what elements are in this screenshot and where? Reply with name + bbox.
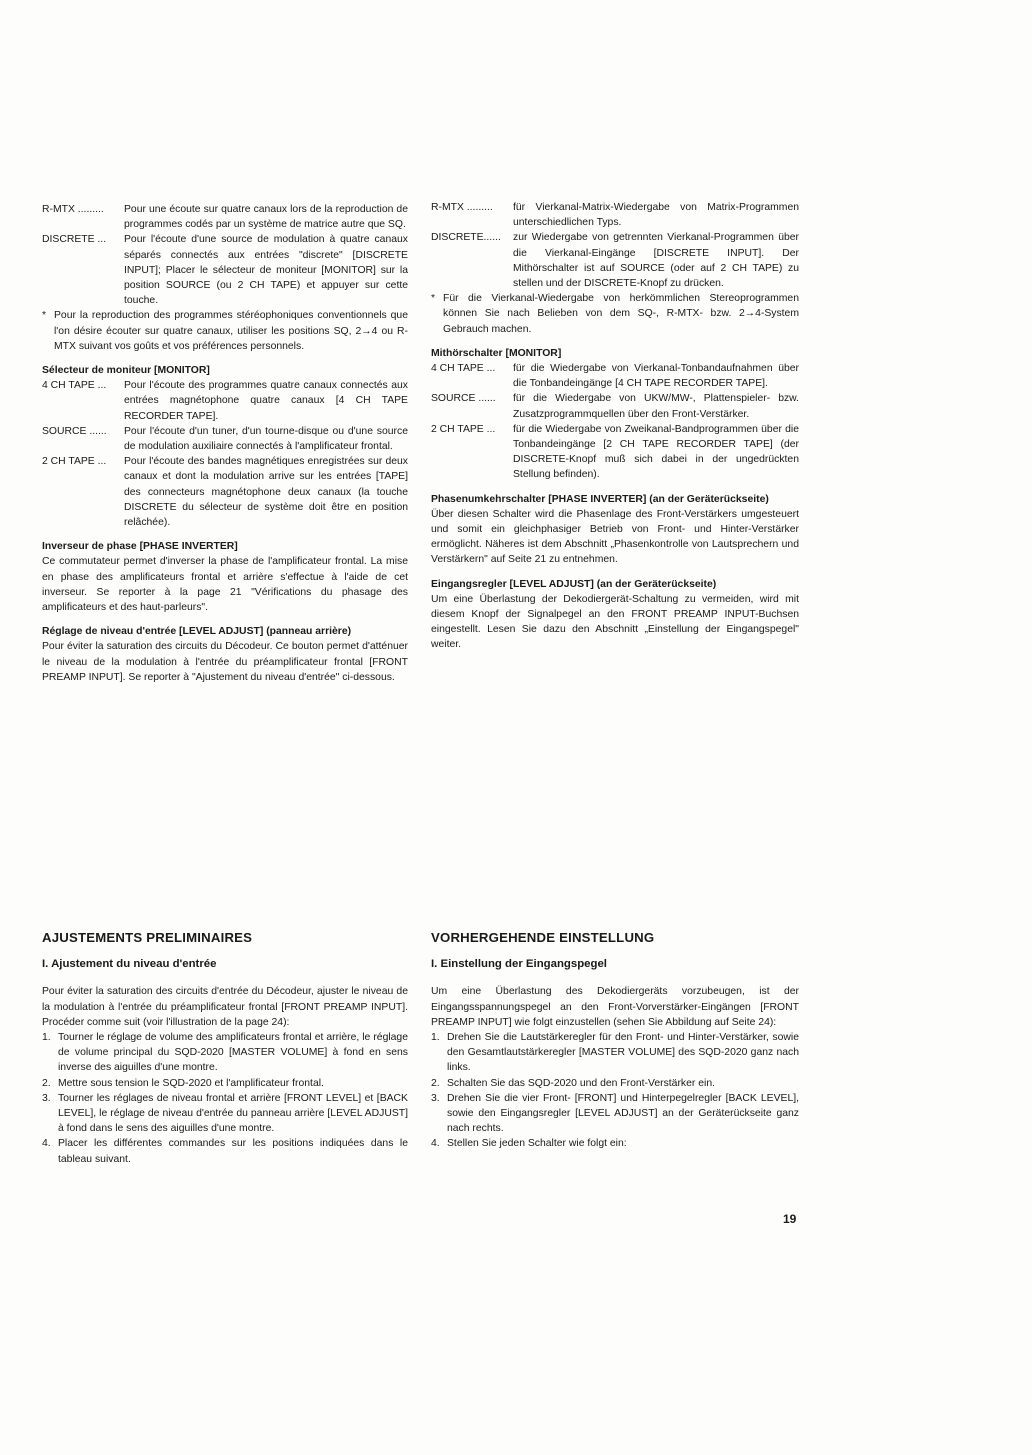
definition-term: 4 CH TAPE ... (431, 363, 496, 375)
subsection-title: I. Ajustement du niveau d'entrée (42, 958, 217, 971)
definition-row (431, 230, 799, 291)
step-text: Drehen Sie die vier Front- [FRONT] und Hinterpegelregler [BACK LEVEL], sowie den Eingangsregler [LEVEL ADJUST] an der Geräterückseite ganz nach rechts. (447, 1092, 799, 1135)
definition-text: Pour une écoute sur quatre canaux lors de la reproduction de programmes codés par un système de matrice autre que SQ. (124, 204, 408, 231)
asterisk-icon: * (431, 293, 436, 305)
list-item (431, 1136, 799, 1151)
step-text: Mettre sous tension le SQD-2020 et l'amplificateur frontal. (58, 1077, 324, 1089)
list-item (431, 1076, 799, 1091)
definition-term: SOURCE ...... (431, 393, 496, 405)
intro-text: Um eine Überlastung des Dekodiergeräts vorzubeugen, ist der Eingangsspannungspegel an den Front-Vorverstärker-Eingängen [FRONT PREAMP INPUT] wie folgt einzustellen (sehen Sie Abbildung auf Seite 24): (431, 986, 799, 1028)
level-heading: Eingangsregler [LEVEL ADJUST] (an der Geräterückseite) (431, 578, 717, 590)
definition-term: DISCRETE...... (431, 232, 501, 244)
definition-term: SOURCE ...... (42, 425, 107, 437)
list-item (431, 1030, 799, 1076)
definition-row (42, 424, 408, 454)
asterisk-icon: * (42, 310, 47, 322)
note (431, 291, 799, 337)
monitor-heading: Sélecteur de moniteur [MONITOR] (42, 365, 210, 377)
definition-row (42, 202, 408, 232)
section-title: VORHERGEHENDE EINSTELLUNG (431, 930, 655, 945)
step-text: Tourner les réglages de niveau frontal et arrière [FRONT LEVEL] et [BACK LEVEL], le réglage de niveau d'entrée du panneau arrière [LEVEL ADJUST] à fond dans le sens des aiguilles d'une montre. (58, 1092, 408, 1135)
definition-text: zur Wiedergabe von getrennten Vierkanal-Programmen über die Vierkanal-Eingänge [DISCRETE INPUT]. Der Mithörschalter ist auf SOURCE (oder auf 2 CH TAPE) zu stellen und der DISCRETE-Knopf zu drücken. (513, 232, 799, 290)
steps-list (431, 1030, 799, 1152)
note-text: Für die Vierkanal-Wiedergabe von herkömmlichen Stereoprogrammen können Sie nach Belieben von dem SQ-, R-MTX- bzw. 2→4-System Gebrauch machen. (443, 293, 799, 335)
step-number: 4. (431, 1138, 440, 1150)
steps-list (42, 1030, 408, 1167)
french-preliminary-adjustments (42, 930, 408, 1167)
german-function-descriptions (431, 200, 799, 653)
definition-term: 2 CH TAPE ... (42, 456, 107, 468)
section-title: AJUSTEMENTS PRELIMINAIRES (42, 930, 253, 945)
note (42, 308, 408, 354)
definition-term: 2 CH TAPE ... (431, 423, 496, 435)
list-item (42, 1091, 408, 1137)
level-text: Pour éviter la saturation des circuits du Décodeur. Ce bouton permet d'atténuer le niveau de la modulation à l'entrée du préamplificateur frontal [FRONT PREAMP INPUT]. Se reporter à "Ajustement du niveau d'entrée" ci-dessous. (42, 641, 408, 683)
level-text: Um eine Überlastung der Dekodiergerät-Schaltung zu vermeiden, wird mit diesem Knopf der Signalpegel an den FRONT PREAMP INPUT-Buchsen eingestellt. Lesen Sie dazu den Abschnitt „Einstellung der Eingangspegel" weiter. (431, 593, 799, 651)
list-item (42, 1030, 408, 1076)
step-number: 3. (42, 1092, 51, 1104)
definition-text: für Vierkanal-Matrix-Wiedergabe von Matrix-Programmen unterschiedlichen Typs. (513, 202, 799, 229)
step-text: Placer les différentes commandes sur les positions indiquées dans le tableau suivant. (58, 1138, 408, 1165)
definition-row (431, 422, 799, 483)
definition-text: Pour l'écoute d'un tuner, d'un tourne-disque ou d'une source de modulation auxiliaire connectés à l'amplificateur frontal. (124, 425, 408, 453)
definition-row (431, 391, 799, 421)
level-heading: Réglage de niveau d'entrée [LEVEL ADJUST] (panneau arrière) (42, 626, 352, 638)
step-number: 4. (42, 1138, 51, 1150)
definition-row (42, 232, 408, 308)
step-text: Tourner le réglage de volume des amplificateurs frontal et arrière, le réglage de volume principal du SQD-2020 [MASTER VOLUME] à fond en sens inverse des aiguilles d'une montre. (58, 1032, 408, 1074)
phase-heading: Phasenumkehrschalter [PHASE INVERTER] (an der Geräterückseite) (431, 493, 769, 505)
definition-row (431, 361, 799, 391)
definition-text: für die Wiedergabe von Zweikanal-Bandprogrammen über die Tonbandeingänge [2 CH TAPE RECORDER TAPE] (der DISCRETE-Knopf muß sich dabei in der ungedrückten Stellung befinden). (513, 423, 799, 481)
definition-term: 4 CH TAPE ... (42, 380, 107, 392)
step-number: 2. (431, 1077, 440, 1089)
definition-text: für die Wiedergabe von UKW/MW-, Plattenspieler- bzw. Zusatzprogrammquellen über den Front-Verstärker. (513, 393, 799, 420)
monitor-heading: Mithörschalter [MONITOR] (431, 347, 562, 359)
step-text: Stellen Sie jeden Schalter wie folgt ein: (447, 1138, 627, 1150)
step-number: 3. (431, 1092, 440, 1104)
list-item (42, 1076, 408, 1091)
definition-text: Pour l'écoute des programmes quatre canaux connectés aux entrées magnétophone quatre canaux [4 CH TAPE RECORDER TAPE]. (124, 380, 408, 422)
definition-row (42, 378, 408, 424)
step-text: Schalten Sie das SQD-2020 und den Front-Verstärker ein. (447, 1077, 715, 1089)
note-text: Pour la reproduction des programmes stéréophoniques conventionnels que l'on désire écouter sur quatre canaux, utiliser les positions SQ, 2→4 ou R-MTX suivant vos goûts et vos préférences personnels. (54, 310, 408, 352)
definition-term: R-MTX ......... (431, 202, 493, 213)
page-number: 19 (783, 1212, 797, 1226)
definition-text: Pour l'écoute des bandes magnétiques enregistrées sur deux canaux et dont la modulation arrive sur les entrées [TAPE] des connecteurs magnétophone deux canaux (la touche DISCRETE du sélecteur de système doit être en position relâchée). (124, 456, 408, 529)
definition-row (42, 454, 408, 530)
intro-text: Pour éviter la saturation des circuits d'entrée du Décodeur, ajuster le niveau de la modulation à l'entrée du préamplificateur frontal [FRONT PREAMP INPUT]. Procéder comme suit (voir l'illustration de la page 24): (42, 986, 408, 1028)
french-function-descriptions (42, 202, 408, 685)
step-number: 2. (42, 1077, 51, 1089)
definition-text: Pour l'écoute d'une source de modulation à quatre canaux séparés connectés aux entrées "discrete" [DISCRETE INPUT]; Placer le sélecteur de moniteur [MONITOR] sur la position SOURCE (ou 2 CH TAPE) et appuyer sur cette touche. (124, 234, 408, 307)
phase-text: Ce commutateur permet d'inverser la phase de l'amplificateur frontal. La mise en phase des amplificateurs frontal et arrière s'effectue à l'aide de cet inverseur. Se reporter à la page 21 "Vérifications du phasage des amplificateurs et des haut-parleurs". (42, 556, 408, 614)
definition-text: für die Wiedergabe von Vierkanal-Tonbandaufnahmen über die Tonbandeingänge [4 CH TAPE RECORDER TAPE]. (513, 363, 799, 390)
definition-term: DISCRETE ... (42, 234, 107, 246)
step-text: Drehen Sie die Lautstärkeregler für den Front- und Hinter-Verstärker, sowie den Gesamtlautstärkeregler [MASTER VOLUME] des SQD-2020 ganz nach links. (447, 1032, 799, 1074)
list-item (431, 1091, 799, 1137)
phase-text: Über diesen Schalter wird die Phasenlage des Front-Verstärkers umgesteuert und somit ein gleichphasiger Betrieb von Front- und Hinter-Verstärker ermöglicht. Näheres ist dem Abschnitt „Phasenkontrolle von Lautsprechern und Verstärkern" auf Seite 21 zu entnehmen. (431, 508, 799, 566)
subsection-title: I. Einstellung der Eingangspegel (431, 958, 607, 971)
definition-term: R-MTX ......... (42, 204, 104, 215)
german-preliminary-adjustments (431, 930, 799, 1152)
step-number: 1. (42, 1032, 51, 1044)
step-number: 1. (431, 1032, 440, 1044)
definition-row (431, 200, 799, 230)
phase-heading: Inverseur de phase [PHASE INVERTER] (42, 541, 238, 553)
list-item (42, 1136, 408, 1166)
